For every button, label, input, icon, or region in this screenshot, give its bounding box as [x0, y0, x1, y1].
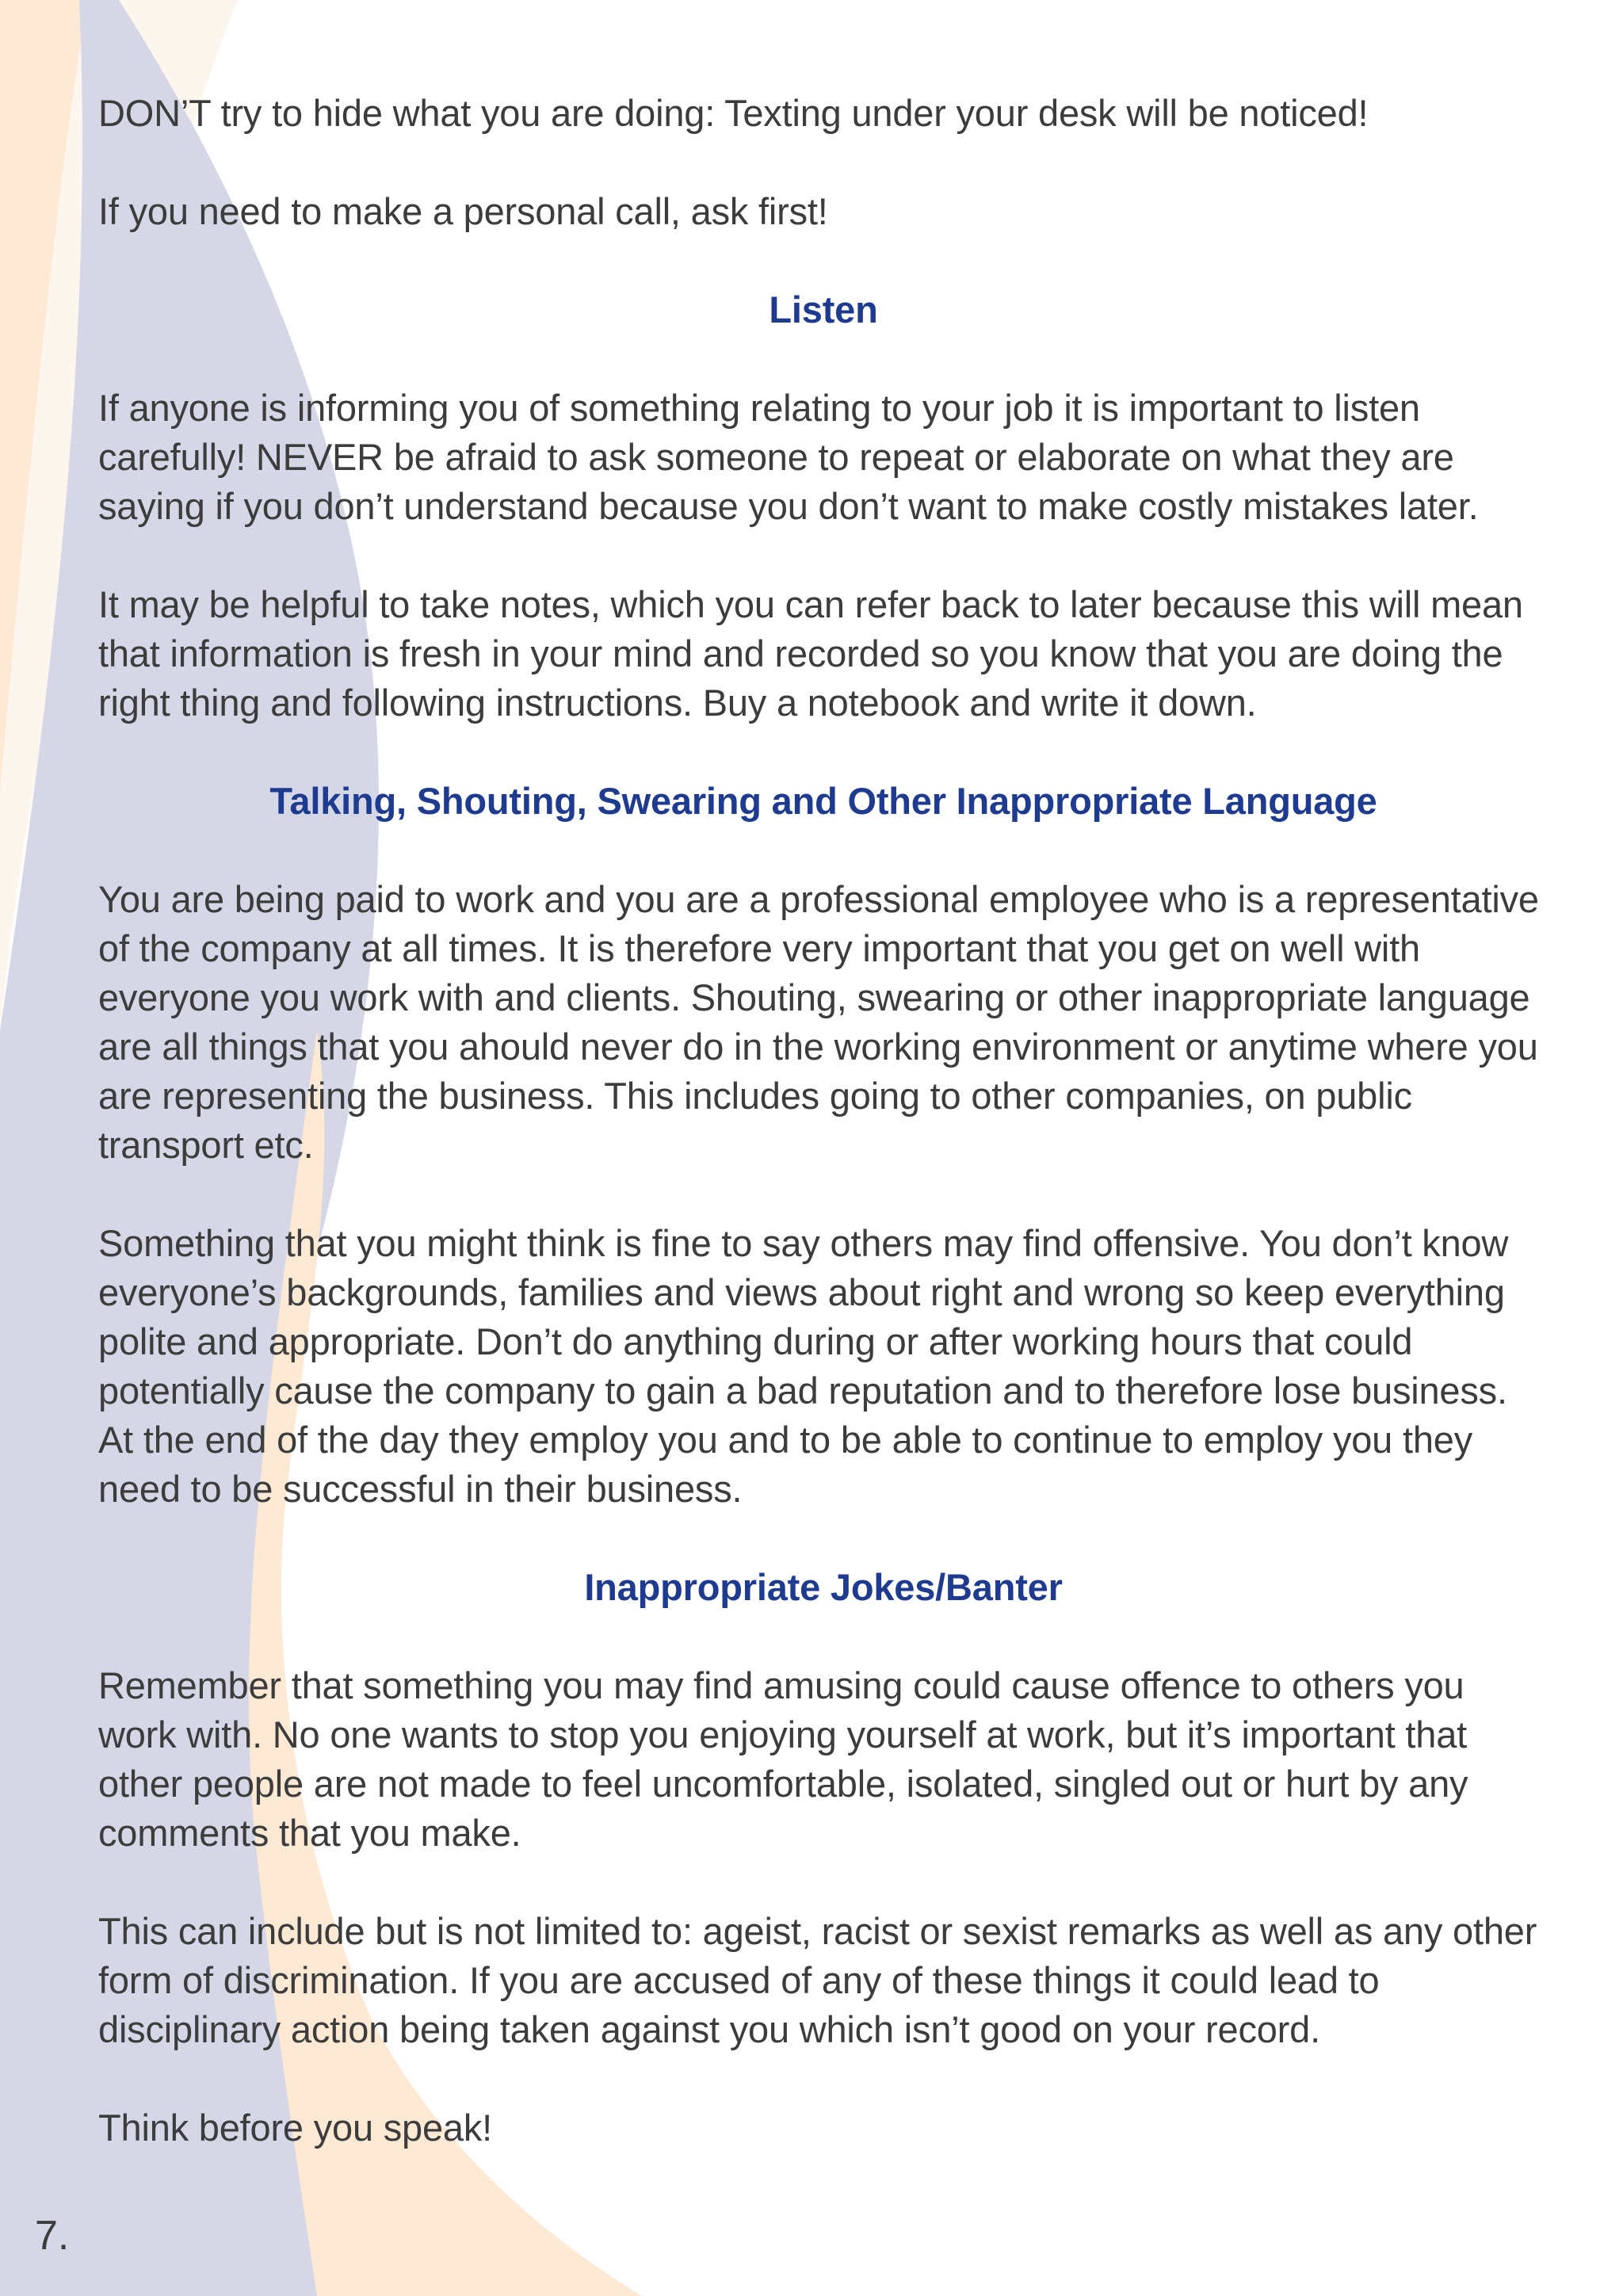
document-body	[98, 89, 1549, 2202]
page-number: 7.	[35, 2213, 70, 2259]
listen-paragraph-1: If anyone is informing you of something relating to your job it is important to listen carefully! NEVER be afraid to ask someone to repeat or elaborate on what they are saying if you don’t understand because you don’t want to make costly mistakes later.	[98, 387, 1479, 527]
heading-language: Talking, Shouting, Swearing and Other Inappropriate Language	[269, 780, 1377, 822]
jokes-paragraph-3: Think before you speak!	[98, 2107, 493, 2149]
jokes-paragraph-1: Remember that something you may find amusing could cause offence to others you work with. No one wants to stop you enjoying yourself at work, but it’s important that other people are not made to feel uncomfortable, isolated, singled out or hurt by any comments that you make.	[98, 1664, 1468, 1854]
heading-listen: Listen	[769, 288, 878, 330]
intro-paragraph-1: DON’T try to hide what you are doing: Texting under your desk will be noticed!	[98, 92, 1369, 134]
language-paragraph-2: Something that you might think is fine to say others may find offensive. You don’t know everyone’s backgrounds, families and views about right and wrong so keep everything polite and appropriate. Don’t do anything during or after working hours that could potentially cause the company to gain a bad reputation and to therefore lose business. At the end of the day they employ you and to be able to continue to employ you they need to be successful in their business.	[98, 1222, 1509, 1510]
listen-paragraph-2: It may be helpful to take notes, which you can refer back to later because this will mean that information is fresh in your mind and recorded so you know that you are doing the right thing and following instructions. Buy a notebook and write it down.	[98, 583, 1523, 724]
language-paragraph-1: You are being paid to work and you are a professional employee who is a representative of the company at all times. It is therefore very important that you get on well with everyone you work with and clients. Shouting, swearing or other inappropriate language are all things that you ahould never do in the working environment or anytime where you are representing the business. This includes going to other companies, on public transport etc.	[98, 878, 1539, 1166]
heading-jokes: Inappropriate Jokes/Banter	[584, 1566, 1063, 1608]
intro-paragraph-2: If you need to make a personal call, ask first!	[98, 190, 828, 232]
jokes-paragraph-2: This can include but is not limited to: ageist, racist or sexist remarks as well as any other form of discrimination. If you are accused of any of these things it could lead to disciplinary action being taken against you which isn’t good on your record.	[98, 1910, 1537, 2050]
